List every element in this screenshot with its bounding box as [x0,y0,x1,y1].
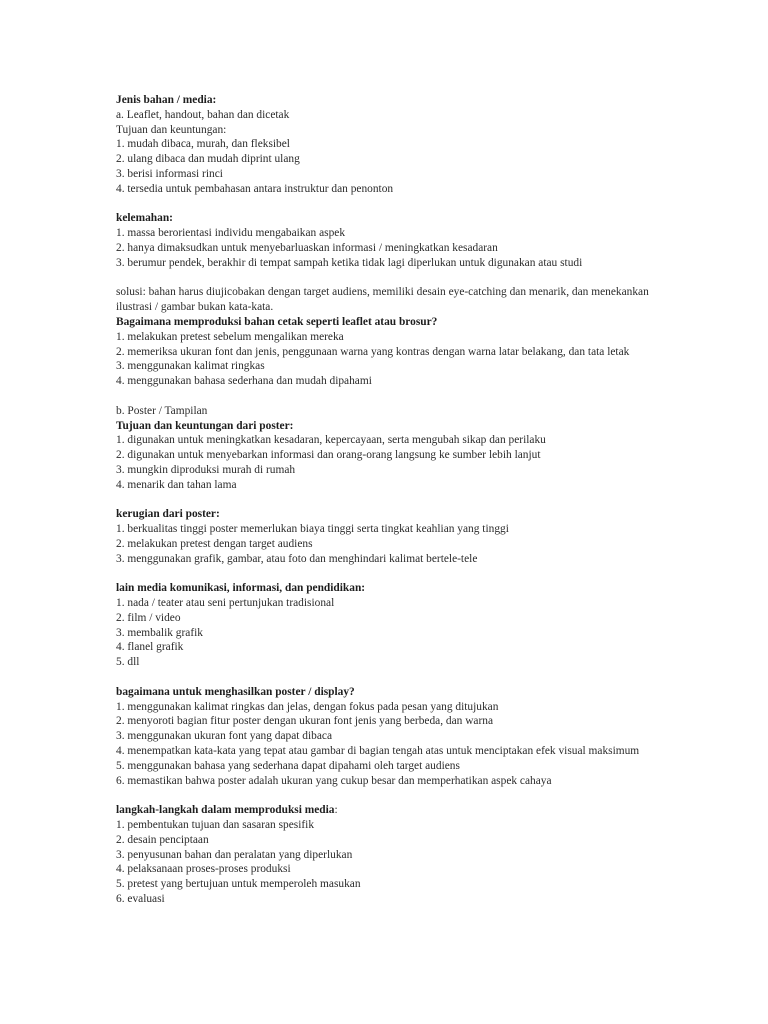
list-item: 2. digunakan untuk menyebarkan informasi dan orang-orang langsung ke sumber lebih lanjut [116,449,541,462]
list-item: 4. pelaksanaan proses-proses produksi [116,863,291,876]
weakness-heading: kelemahan: [116,212,173,225]
list-item: 1. berkualitas tinggi poster memerlukan biaya tinggi serta tingkat keahlian yang tinggi [116,523,509,536]
steps-heading-line [116,803,656,818]
spacer [116,197,656,212]
list-item: 3. menggunakan grafik, gambar, atau foto dan menghindari kalimat bertele-tele [116,552,478,565]
steps-heading: langkah-langkah dalam memproduksi media [116,804,335,817]
list-item: 1. mudah dibaca, murah, dan fleksibel [116,138,290,151]
list-item: 2. film / video [116,611,181,624]
solution-text: solusi: bahan harus diujicobakan dengan target audiens, memiliki desain eye-catching dan menarik, dan menekankan ilustrasi / gambar bukan kata-kata. [116,286,649,314]
list-item: 5. pretest yang bertujuan untuk memperoleh masukan [116,878,361,891]
list-item: 1. digunakan untuk meningkatkan kesadaran, kepercayaan, serta mengubah sikap dan perilaku [116,434,546,447]
list-item: 3. berisi informasi rinci [116,167,223,180]
list-item: 4. menarik dan tahan lama [116,478,237,491]
list-item: 5. menggunakan bahasa yang sederhana dapat dipahami oleh target audiens [116,759,460,772]
section-a-intro: a. Leaflet, handout, bahan dan dicetak [116,108,290,121]
list-item: 3. membalik grafik [116,626,203,639]
list-item: 1. nada / teater atau seni pertunjukan tradisional [116,597,335,610]
spacer [116,670,656,685]
section-a-goals-label: Tujuan dan keuntungan: [116,123,227,136]
list-item: 2. menyoroti bagian fitur poster dengan ukuran font jenis yang berbeda, dan warna [116,715,494,728]
list-item: 2. ulang dibaca dan mudah diprint ulang [116,153,300,166]
spacer [116,271,656,286]
list-item: 5. dll [116,656,140,669]
list-item: 4. menempatkan kata-kata yang tepat atau gambar di bagian tengah atas untuk menciptakan efek visual maksimum [116,745,640,758]
list-item: 2. memeriksa ukuran font dan jenis, penggunaan warna yang kontras dengan warna latar belakang, dan tata letak [116,345,630,358]
list-item: 3. berumur pendek, berakhir di tempat sampah ketika tidak lagi diperlukan untuk digunakan atau studi [116,256,583,269]
list-item: 6. evaluasi [116,893,165,906]
list-item: 3. menggunakan kalimat ringkas [116,360,265,373]
document-body [116,93,656,907]
list-item: 1. massa berorientasi individu mengabaikan aspek [116,227,346,240]
section-a-heading: Jenis bahan / media: [116,94,217,106]
list-item: 4. menggunakan bahasa sederhana dan mudah dipahami [116,375,372,388]
list-item: 6. memastikan bahwa poster adalah ukuran yang cukup besar dan memperhatikan aspek cahaya [116,774,552,787]
spacer [116,493,656,508]
list-item: 3. mungkin diproduksi murah di rumah [116,463,296,476]
list-item: 2. desain penciptaan [116,833,209,846]
spacer [116,389,656,404]
list-item: 3. menggunakan ukuran font yang dapat dibaca [116,730,333,743]
other-media-heading: lain media komunikasi, informasi, dan pendidikan: [116,582,366,595]
list-item: 4. tersedia untuk pembahasan antara instruktur dan penonton [116,182,394,195]
list-item: 1. melakukan pretest sebelum mengalikan mereka [116,330,344,343]
section-b-heading: Tujuan dan keuntungan dari poster: [116,419,294,432]
spacer [116,567,656,582]
list-item: 4. flanel grafik [116,641,184,654]
spacer [116,788,656,803]
list-item: 3. penyusunan bahan dan peralatan yang diperlukan [116,848,353,861]
poster-cons-heading: kerugian dari poster: [116,508,220,521]
print-howto-heading: Bagaimana memproduksi bahan cetak seperti leaflet atau brosur? [116,315,438,328]
list-item: 2. melakukan pretest dengan target audiens [116,537,313,550]
section-b-intro: b. Poster / Tampilan [116,404,208,417]
poster-howto-heading: bagaimana untuk menghasilkan poster / display? [116,685,355,698]
steps-heading-colon: : [334,804,338,817]
list-item: 1. pembentukan tujuan dan sasaran spesifik [116,819,315,832]
list-item: 2. hanya dimaksudkan untuk menyebarluaskan informasi / meningkatkan kesadaran [116,241,498,254]
list-item: 1. menggunakan kalimat ringkas dan jelas, dengan fokus pada pesan yang ditujukan [116,700,499,713]
